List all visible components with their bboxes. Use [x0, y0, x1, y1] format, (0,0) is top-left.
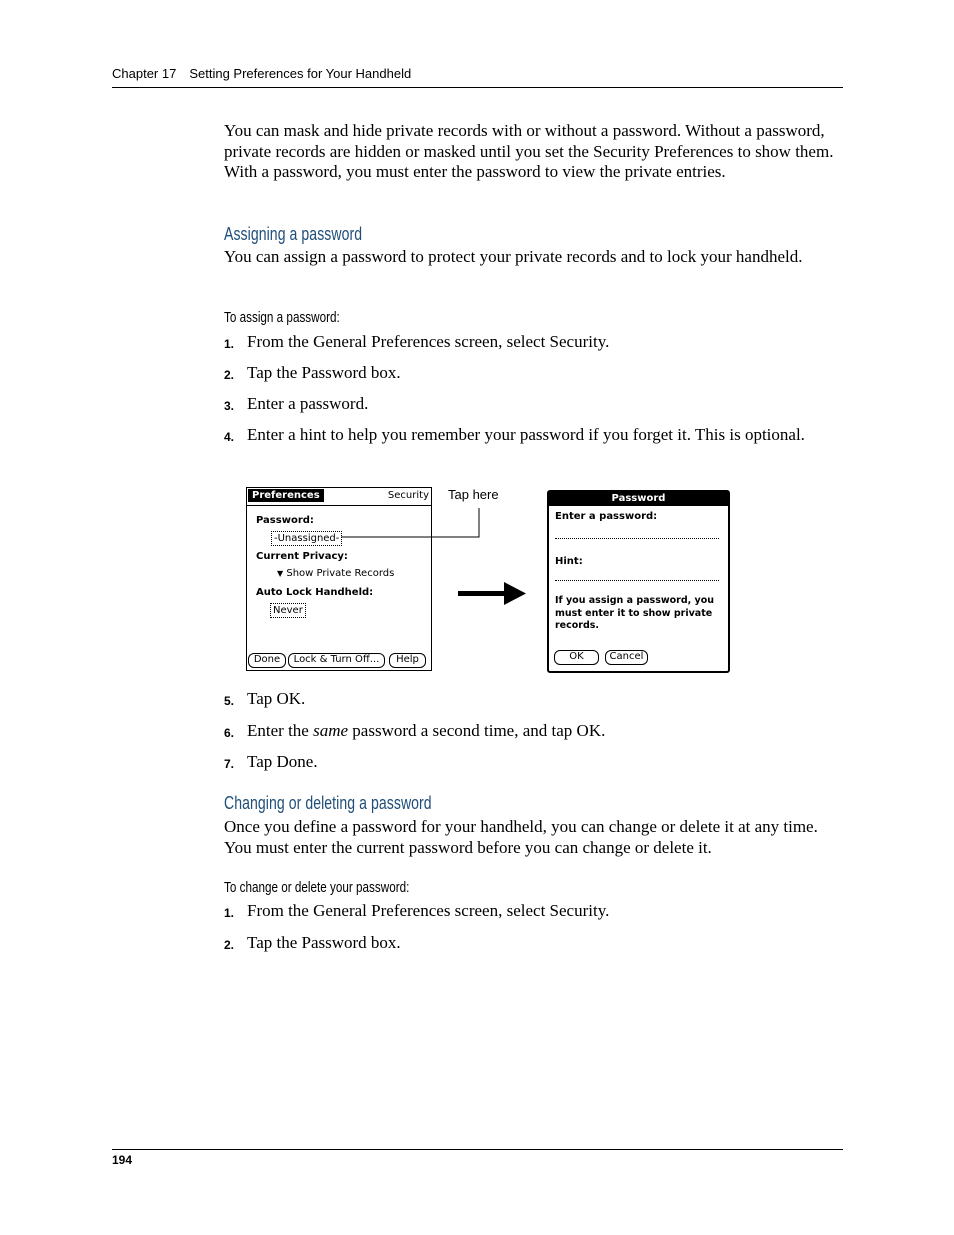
step-text-pre: Enter the [247, 721, 314, 740]
step-number: 2. [224, 368, 235, 382]
tap-here-callout: Tap here [448, 487, 499, 502]
step-number: 6. [224, 726, 235, 740]
dialog-note: If you assign a password, you must enter it to show private records. [555, 595, 715, 631]
lock-turn-off-button: Lock & Turn Off... [288, 653, 385, 668]
step-text [247, 721, 844, 742]
password-label: Password: [256, 515, 314, 526]
header-rule [112, 87, 843, 88]
step-text: Enter a hint to help you remember your password if you forget it. This is optional. [247, 425, 805, 444]
step-text-post: password a second time, and tap OK. [348, 721, 606, 740]
step-text: Tap Done. [247, 752, 318, 771]
section2-body: Once you define a password for your handheld, you can change or delete it at any time. You must enter the current password before you can change or delete it. [224, 817, 818, 857]
privacy-label: Current Privacy: [256, 551, 348, 562]
hint-label: Hint: [555, 556, 583, 567]
security-panel-label: Security [387, 490, 429, 501]
password-box: -Unassigned- [271, 531, 342, 546]
subhead-assign: To assign a password: [224, 309, 340, 326]
step-text: Enter a password. [247, 394, 369, 413]
step-text: Tap the Password box. [247, 933, 401, 952]
step-text: From the General Preferences screen, select Security. [247, 901, 610, 920]
step-text: Tap the Password box. [247, 363, 401, 382]
hint-entry-line [555, 580, 719, 581]
help-button: Help [389, 653, 426, 668]
ok-button: OK [554, 650, 599, 665]
step-text: From the General Preferences screen, select Security. [247, 332, 610, 351]
right-arrow-icon [456, 580, 528, 608]
autolock-label: Auto Lock Handheld: [256, 587, 374, 598]
privacy-value: Show Private Records [286, 568, 395, 579]
preferences-tab: Preferences [248, 489, 324, 502]
chapter-label: Chapter 17 [112, 66, 177, 81]
autolock-box: Never [270, 603, 306, 618]
step-number: 4. [224, 430, 235, 444]
section1-body: You can assign a password to protect your private records and to lock your handheld. [224, 247, 803, 266]
page-number: 194 [112, 1153, 133, 1167]
step-number: 7. [224, 757, 235, 771]
step-number: 1. [224, 906, 235, 920]
section-heading-assigning: Assigning a password [224, 224, 363, 244]
step-text: Tap OK. [247, 689, 306, 708]
step-number: 5. [224, 694, 235, 708]
dropdown-triangle-icon: ▼ [277, 569, 284, 578]
password-entry-line [555, 538, 719, 539]
done-button: Done [248, 653, 286, 668]
enter-password-label: Enter a password: [555, 511, 658, 522]
subhead-change: To change or delete your password: [224, 879, 410, 896]
privacy-select [277, 568, 394, 579]
step-number: 1. [224, 337, 235, 351]
chapter-title: Setting Preferences for Your Handheld [189, 66, 412, 81]
step-number: 2. [224, 938, 235, 952]
emphasis-same: same [313, 721, 349, 740]
step-number: 3. [224, 399, 235, 413]
intro-paragraph: You can mask and hide private records with or without a password. Without a password, private records are hidden or masked until you set the Security Preferences to show them. With a password, you must enter the password to view the private entries. [224, 121, 834, 181]
dialog-title: Password [549, 492, 728, 506]
footer-rule [112, 1149, 843, 1150]
callout-leader [300, 500, 490, 545]
section-heading-changing: Changing or deleting a password [224, 793, 432, 813]
running-header [112, 66, 411, 81]
password-dialog [547, 490, 730, 673]
cancel-button: Cancel [605, 650, 648, 665]
